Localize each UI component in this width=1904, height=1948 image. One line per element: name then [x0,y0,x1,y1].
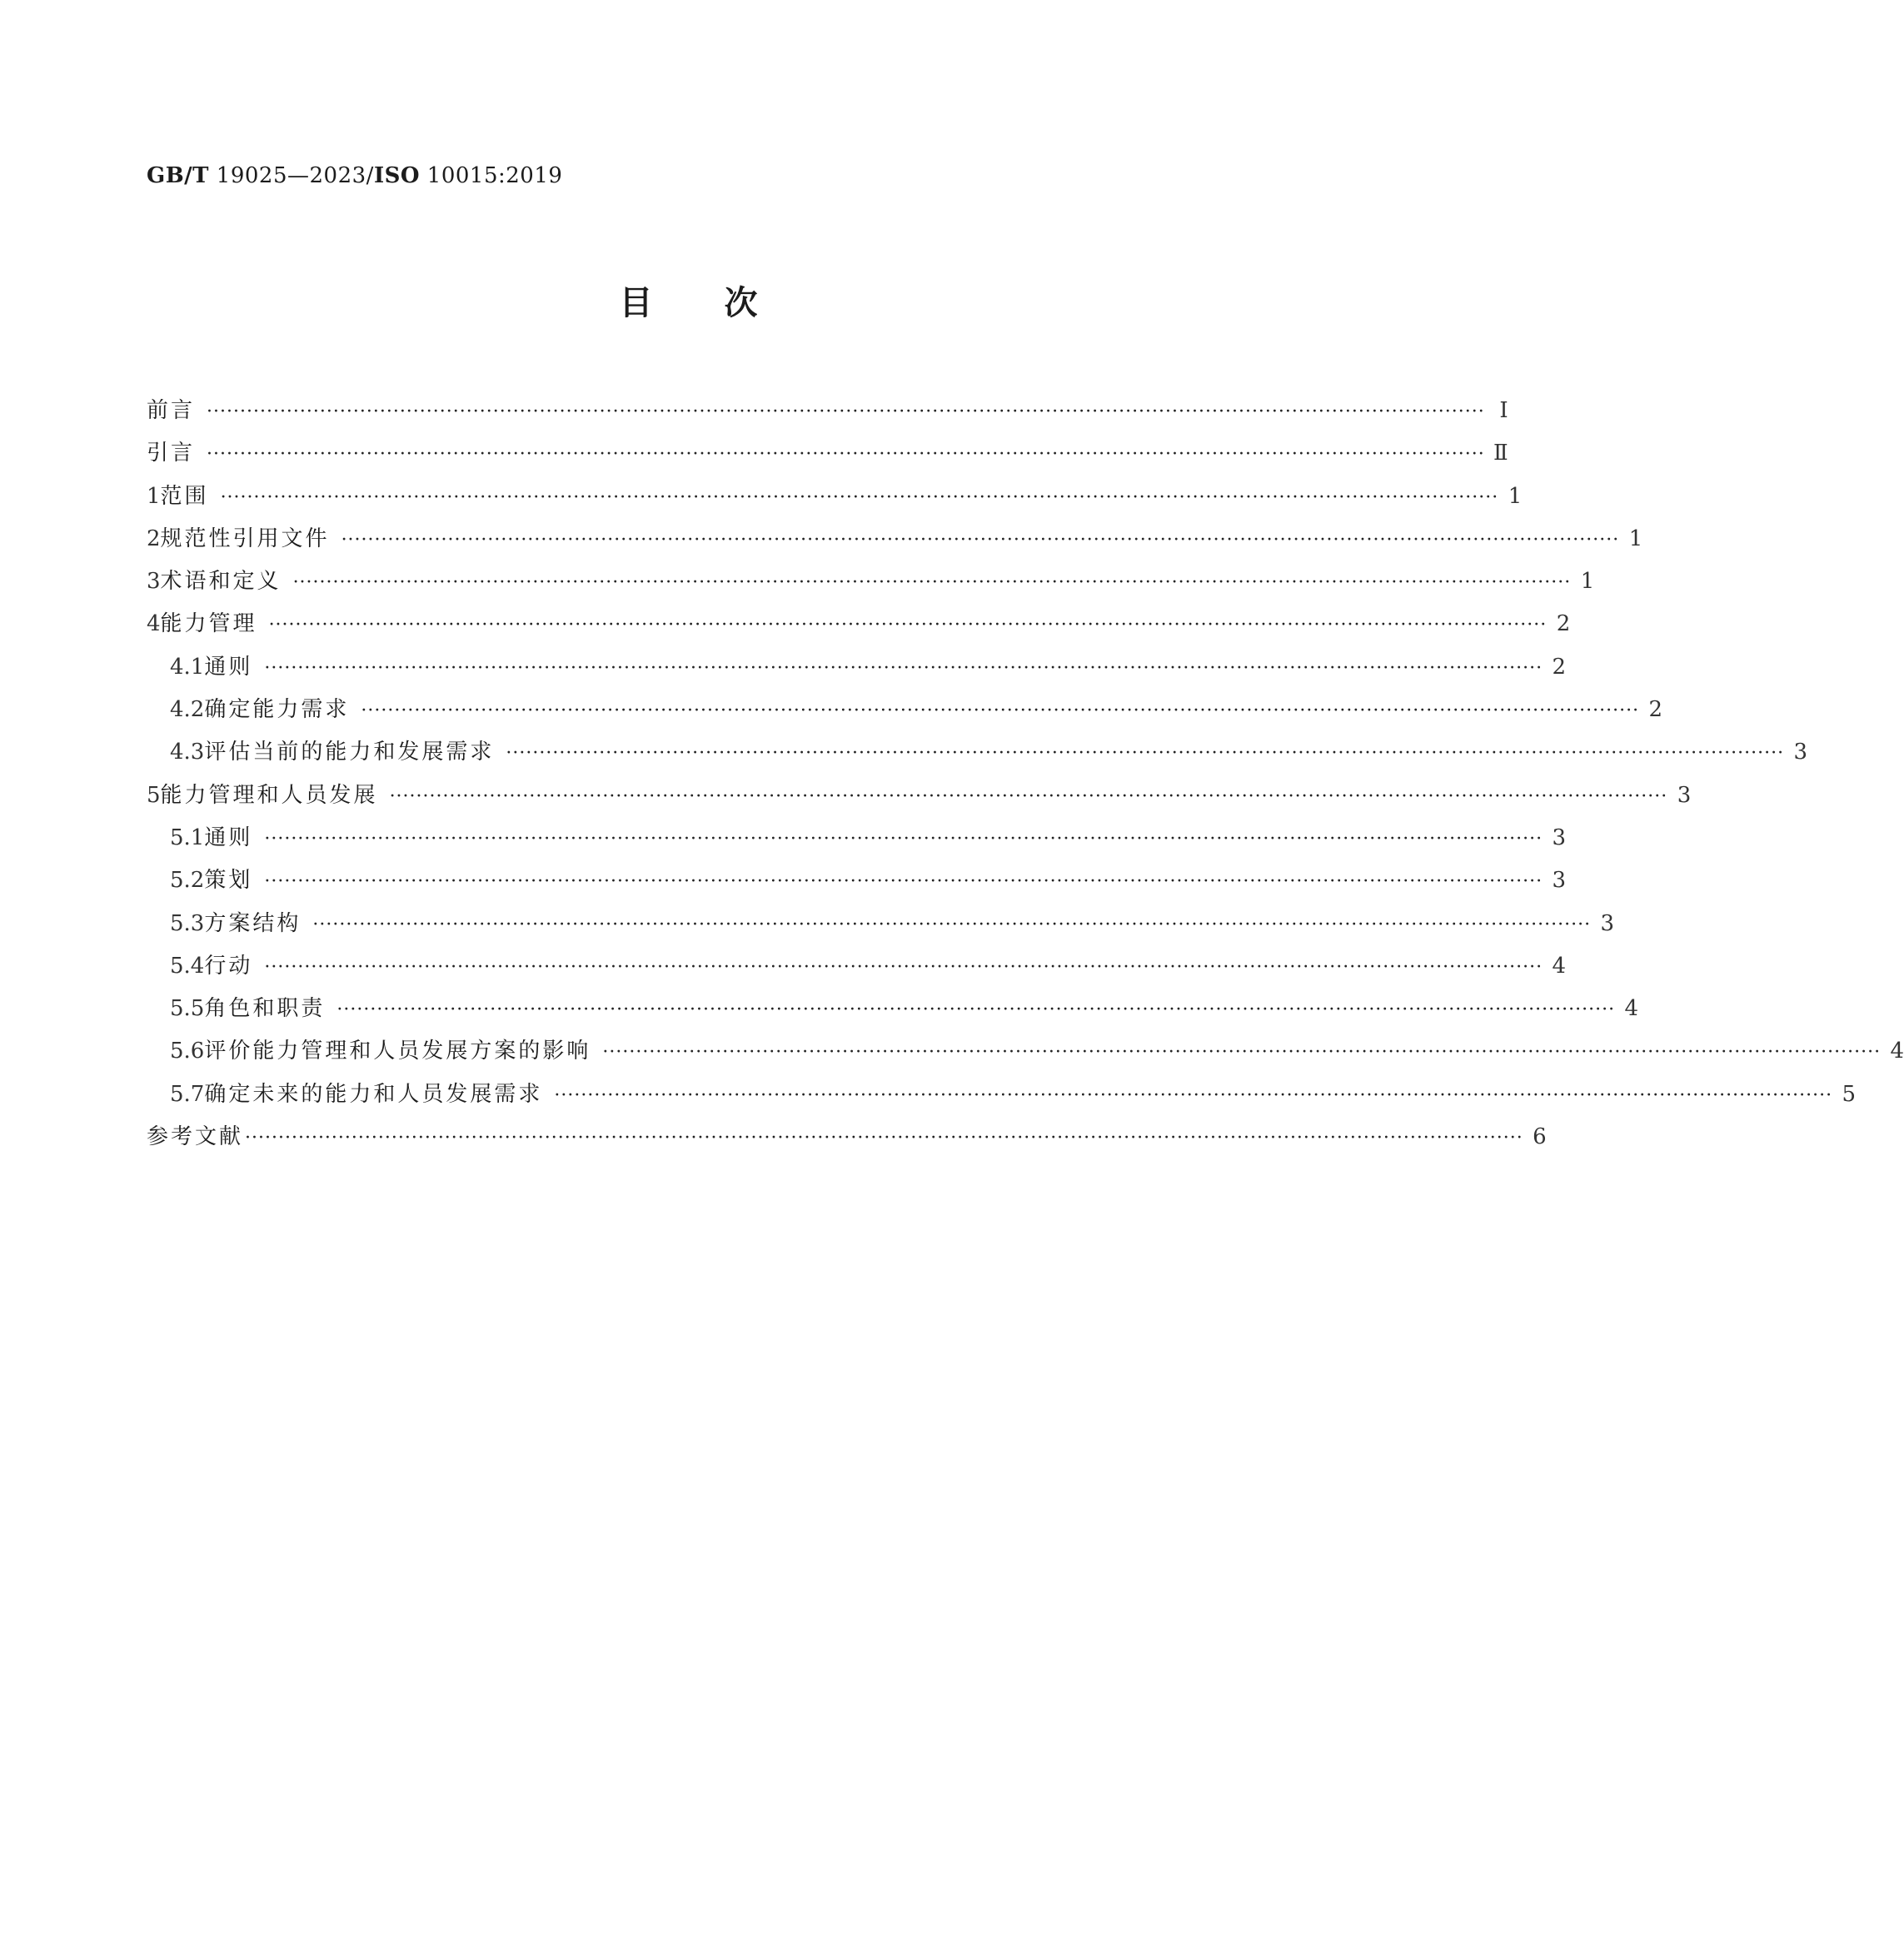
iso-prefix: ISO [373,163,421,188]
toc-entry-1[interactable] [147,479,1523,521]
toc-leader: ································································································································································································ [207,444,1485,466]
toc-entry-2[interactable] [147,521,1643,564]
toc-entry-5-5[interactable] [147,991,1639,1034]
toc-label: 行动 [204,953,253,979]
standard-number: 19025—2023/ [216,163,374,188]
toc-number: 5.2 [170,868,205,894]
toc-number: 4.1 [170,654,205,680]
toc-label: 确定未来的能力和人员发展需求 [204,1081,543,1107]
toc-label: 术语和定义 [160,569,282,595]
toc-label: 确定能力需求 [204,697,350,723]
toc-number: 1 [147,483,161,509]
toc-label: 参考文献 [147,1124,244,1150]
toc-number: 4.3 [170,740,205,765]
toc-number: 5.4 [170,953,205,979]
toc-entry-introduction[interactable] [147,436,1508,478]
toc-leader: ································································································································································································ [264,828,1543,849]
toc-number: 5.6 [170,1039,205,1064]
toc-page: 3 [1552,868,1567,894]
toc-number: 4.2 [170,697,205,723]
toc-page: 4 [1552,953,1567,979]
toc-leader: ································································································································································································ [336,999,1616,1021]
toc-leader: ································································································································································································ [602,1042,1882,1064]
standard-prefix: GB/T [147,163,210,188]
toc-entry-5-4[interactable] [147,949,1567,991]
toc-label: 能力管理 [160,611,257,637]
toc-page: 4 [1624,996,1639,1022]
toc-label: 通则 [204,654,253,680]
toc-page: 3 [1552,825,1567,850]
toc-entry-4-3[interactable] [147,735,1808,777]
toc-label: 方案结构 [204,910,302,936]
table-of-contents [147,393,1904,1162]
toc-leader: ································································································································································································ [506,743,1785,765]
toc-entry-5-3[interactable] [147,906,1615,949]
toc-number: 5.5 [170,996,205,1022]
toc-entry-4-1[interactable] [147,650,1567,692]
iso-number: 10015:2019 [426,163,563,188]
toc-entry-bibliography[interactable] [147,1119,1547,1162]
toc-leader: ································································································································································································ [220,486,1499,508]
toc-entry-foreword[interactable] [147,393,1508,436]
toc-leader: ································································································································································································ [264,871,1543,893]
toc-label: 策划 [204,868,253,894]
toc-leader: ································································································································································································ [389,785,1668,807]
toc-number: 3 [147,569,161,595]
toc-page: 4 [1890,1039,1904,1064]
toc-number: 5.3 [170,910,205,936]
toc-label: 前言 [147,398,196,423]
toc-leader: ································································································································································································ [245,1128,1523,1149]
toc-number: 4 [147,611,161,637]
toc-entry-4-2[interactable] [147,692,1663,735]
toc-entry-5[interactable] [147,778,1692,820]
toc-leader: ································································································································································································ [292,572,1572,594]
toc-label: 评价能力管理和人员发展方案的影响 [204,1039,591,1064]
toc-label: 角色和职责 [204,996,326,1022]
toc-label: 范围 [160,483,209,509]
toc-number: 5.1 [170,825,205,850]
toc-leader: ································································································································································································ [341,529,1620,551]
toc-label: 规范性引用文件 [160,526,330,551]
toc-page: 3 [1600,910,1615,936]
toc-label: 评估当前的能力和发展需求 [204,740,495,765]
toc-entry-5-2[interactable] [147,863,1567,905]
toc-leader: ································································································································································································ [361,700,1640,722]
toc-page: 3 [1677,782,1692,808]
toc-page: 1 [1628,526,1643,551]
toc-page: 2 [1648,697,1663,723]
toc-page: 2 [1552,654,1567,680]
toc-entry-5-6[interactable] [147,1034,1904,1076]
page-title: 目次 [619,283,830,322]
toc-number: 2 [147,526,161,551]
toc-entry-3[interactable] [147,564,1595,606]
document-header [147,163,562,188]
toc-entry-5-7[interactable] [147,1077,1857,1119]
toc-page: Ⅰ [1499,398,1508,423]
toc-leader: ································································································································································································ [264,956,1543,978]
toc-leader: ································································································································································································ [207,401,1485,422]
toc-page: 3 [1793,740,1808,765]
toc-number: 5.7 [170,1081,205,1107]
toc-page: 6 [1533,1124,1547,1150]
toc-page: 2 [1556,611,1571,637]
toc-page: 1 [1508,483,1523,509]
toc-leader: ································································································································································································ [268,615,1548,636]
toc-page: 5 [1842,1081,1857,1107]
toc-page: 1 [1580,569,1595,595]
toc-leader: ································································································································································································ [264,657,1543,679]
toc-number: 5 [147,782,161,808]
toc-entry-4[interactable] [147,606,1571,649]
toc-label: 引言 [147,441,196,466]
toc-label: 能力管理和人员发展 [160,782,378,808]
toc-leader: ································································································································································································ [312,914,1592,935]
toc-page: Ⅱ [1493,441,1508,466]
toc-label: 通则 [204,825,253,850]
toc-entry-5-1[interactable] [147,820,1567,863]
toc-leader: ································································································································································································ [554,1084,1833,1106]
